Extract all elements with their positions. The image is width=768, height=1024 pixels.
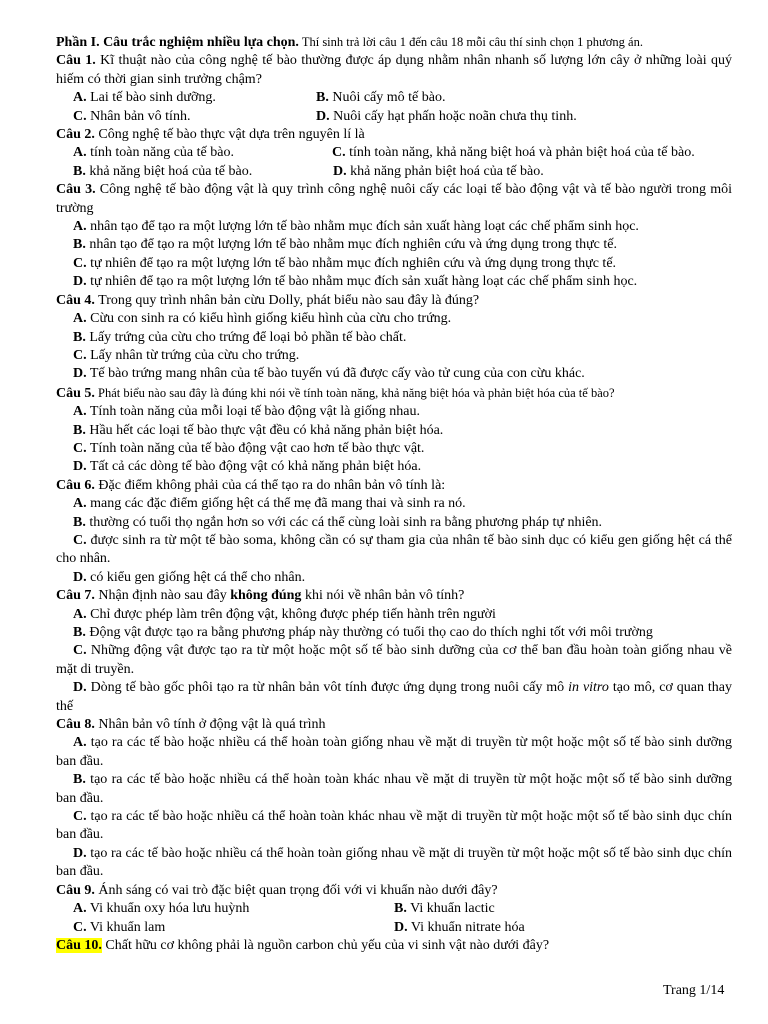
question-text: khi nói về nhân bản vô tính? <box>301 588 465 604</box>
question-1-options-row-1 <box>56 89 732 107</box>
option-text: Cừu con sinh ra có kiểu hình giống kiểu hình của cừu cho trứng. <box>86 311 452 327</box>
question-1-stem <box>56 52 732 89</box>
option-key: B. <box>73 625 86 640</box>
question-6-stem <box>56 477 732 495</box>
option-key: D. <box>73 569 87 585</box>
option-c <box>56 255 732 273</box>
question-label-highlighted: Câu 10. <box>56 937 102 953</box>
question-label: Câu 1. <box>56 53 96 69</box>
option-text: Nuôi cấy mô tế bào. <box>328 90 446 106</box>
question-label: Câu 9. <box>56 882 95 898</box>
part-instruction: Thí sinh trả lời câu 1 đến câu 18 mỗi câu thí sinh chọn 1 phương án. <box>298 35 643 49</box>
option-key: A. <box>73 145 87 161</box>
option-text: tạo mô, cơ quan thay thế <box>56 680 733 714</box>
question-text: Phát biểu nào sau đây là đúng khi nói về tính toàn năng, khả năng biệt hóa và phản biệt hóa của tế bào? <box>94 385 615 400</box>
option-d <box>394 919 525 937</box>
option-key: B. <box>73 422 86 438</box>
option-text: Nuôi cấy hạt phấn hoặc noãn chưa thụ tinh. <box>329 108 577 124</box>
question-label: Câu 6. <box>56 477 95 493</box>
option-key: C. <box>73 255 87 271</box>
option-key: A. <box>73 404 87 420</box>
option-d <box>56 845 732 882</box>
question-text: Nhân bản vô tính ở động vật là quá trình <box>94 717 326 733</box>
option-text: Những động vật được tạo ra từ một hoặc một số tế bào sinh dưỡng của cơ thể ban đầu hoàn toàn giống nhau về mặt di truyền. <box>56 643 732 677</box>
question-4-stem <box>56 292 732 310</box>
question-8-stem <box>56 716 732 734</box>
option-text: tính toàn năng, khả năng biệt hoá và phản biệt hoá của tế bào. <box>345 145 695 161</box>
option-text: khả năng biệt hoá của tế bào. <box>85 163 253 179</box>
question-text: Ánh sáng có vai trò đặc biệt quan trọng đối với vi khuẩn nào dưới đây? <box>94 882 498 898</box>
question-text: Trong quy trình nhân bản cừu Dolly, phát biểu nào sau đây là đúng? <box>94 292 480 308</box>
option-c <box>56 108 316 126</box>
option-text: mang các đặc điểm giống hệt cá thể mẹ đã mang thai và sinh ra nó. <box>86 496 466 512</box>
option-c <box>56 347 732 365</box>
question-label: Câu 7. <box>56 588 95 604</box>
option-text: nhân tạo để tạo ra một lượng lớn tế bào nhằm mục đích nghiên cứu và ứng dụng trong thực tế. <box>85 237 617 253</box>
question-text: Đặc điểm không phải của cá thể tạo ra do nhân bản vô tính là: <box>94 477 446 493</box>
option-key: C. <box>73 440 87 456</box>
question-label: Câu 2. <box>56 127 95 143</box>
exam-page <box>56 33 732 955</box>
question-3-stem <box>56 181 732 218</box>
question-2-options-row-1 <box>56 144 732 162</box>
option-b <box>56 771 732 808</box>
question-label: Câu 3. <box>56 182 96 198</box>
option-d <box>56 569 732 587</box>
option-b <box>316 89 445 107</box>
question-1-options-row-2 <box>56 108 732 126</box>
option-key: D. <box>73 845 87 861</box>
page-number: Trang 1/14 <box>663 983 725 998</box>
option-text: Lai tế bào sinh dưỡng. <box>86 90 216 106</box>
question-9-options-row-1 <box>56 900 732 918</box>
option-key: C. <box>73 919 87 935</box>
option-a <box>56 900 394 918</box>
option-key: B. <box>73 163 86 179</box>
option-b <box>56 236 732 254</box>
question-label: Câu 8. <box>56 717 95 733</box>
question-text: Công nghệ tế bào thực vật dựa trên nguyên lí là <box>94 127 365 143</box>
option-key: B. <box>73 237 86 253</box>
option-text: tạo ra các tế bào hoặc nhiều cá thể hoàn toàn giống nhau về mặt di truyền từ một hoặc một số tế bào sinh dục chín ban đầu. <box>56 845 732 880</box>
option-text: tạo ra các tế bào hoặc nhiều cá thể hoàn toàn giống nhau về mặt di truyền từ một hoặc một số tế bào sinh dưỡng ban đầu. <box>56 735 732 769</box>
option-d <box>333 163 544 181</box>
option-text: Tính toàn năng của mỗi loại tế bào động vật là giống nhau. <box>86 404 420 420</box>
option-key: D. <box>394 919 408 935</box>
option-key: A. <box>73 606 87 622</box>
option-text-italic: in vitro <box>568 680 609 696</box>
option-key: A. <box>73 496 87 512</box>
option-c <box>56 642 732 679</box>
question-2-options-row-2 <box>56 163 732 181</box>
option-a <box>56 606 732 624</box>
option-key: D. <box>73 459 87 475</box>
question-text: Chất hữu cơ không phải là nguồn carbon chủ yếu của vi sinh vật nào dưới đây? <box>101 937 550 953</box>
option-c <box>332 145 695 160</box>
option-key: C. <box>332 145 346 161</box>
part-title: Phần I. Câu trắc nghiệm nhiều lựa chọn. <box>56 35 299 50</box>
question-2-stem <box>56 126 732 144</box>
option-text: có kiểu gen giống hệt cá thể cho nhân. <box>86 569 306 585</box>
option-d <box>56 458 732 476</box>
option-a <box>56 403 732 421</box>
option-text: Dòng tế bào gốc phôi tạo ra từ nhân bản vôt tính được ứng dụng trong nuôi cấy mô <box>86 680 569 696</box>
option-text: Tế bào trứng mang nhân của tế bào tuyến vú đã được cấy vào tử cung của con cừu khác. <box>86 366 585 382</box>
option-key: D. <box>333 163 347 179</box>
option-key: C. <box>73 643 87 659</box>
question-7-stem <box>56 587 732 605</box>
option-text: khả năng phản biệt hoá của tế bào. <box>346 163 544 179</box>
option-a <box>73 144 332 162</box>
option-text: tự nhiên để tạo ra một lượng lớn tế bào nhằm mục đích sản xuất hàng loạt các chế phẩm sinh học. <box>86 274 638 290</box>
option-c <box>56 919 394 937</box>
option-key: D. <box>73 366 87 382</box>
option-d <box>56 365 732 383</box>
option-key: C. <box>73 809 87 825</box>
option-d <box>316 108 577 126</box>
option-text: Vi khuẩn lactic <box>406 901 495 917</box>
option-a <box>56 89 316 107</box>
option-a <box>56 495 732 513</box>
question-5-stem <box>56 384 732 403</box>
option-text: Nhân bản vô tính. <box>86 108 191 124</box>
question-text-emphasis: không đúng <box>230 588 302 604</box>
option-c <box>56 532 732 569</box>
option-b <box>56 422 732 440</box>
option-b <box>56 514 732 532</box>
option-a <box>56 218 732 236</box>
option-key: C. <box>73 108 87 124</box>
option-key: A. <box>73 90 87 106</box>
option-text: tự nhiên để tạo ra một lượng lớn tế bào nhằm mục đích nghiên cứu và ứng dụng trong thực tế. <box>86 255 617 271</box>
question-label: Câu 4. <box>56 292 95 308</box>
question-text: Nhận định nào sau đây <box>94 588 231 604</box>
option-b <box>56 624 732 642</box>
option-b <box>56 163 333 181</box>
option-text: Vi khuẩn nitrate hóa <box>407 919 525 935</box>
option-key: D. <box>73 680 87 696</box>
option-text: được sinh ra từ một tế bào soma, không cần có sự tham gia của nhân tế bào sinh dục có kiểu gen giống hệt cá thể cho nhân. <box>56 532 732 567</box>
option-key: B. <box>73 772 86 788</box>
question-10-stem <box>56 937 732 955</box>
option-key: A. <box>73 311 87 327</box>
option-text: Tính toàn năng của tế bào động vật cao hơn tế bào thực vật. <box>86 440 425 456</box>
option-c <box>56 808 732 845</box>
option-key: A. <box>73 219 87 235</box>
option-text: Hầu hết các loại tế bào thực vật đều có khả năng phản biệt hóa. <box>85 422 444 438</box>
option-text: tạo ra các tế bào hoặc nhiều cá thể hoàn toàn khác nhau về mặt di truyền từ một hoặc một số tế bào sinh dục chín ban đầu. <box>56 809 732 843</box>
option-text: Động vật được tạo ra bằng phương pháp này thường có tuổi thọ cao do thích nghi tốt với môi trường <box>85 625 653 640</box>
option-c <box>56 440 732 458</box>
option-b <box>56 329 732 347</box>
option-text: Lấy trứng của cừu cho trứng để loại bỏ phần tế bào chất. <box>85 329 407 345</box>
option-text: tạo ra các tế bào hoặc nhiều cá thể hoàn toàn khác nhau về mặt di truyền từ một hoặc một số tế bào sinh dưỡng ban đầu. <box>56 772 732 806</box>
option-text: tính toàn năng của tế bào. <box>86 145 234 161</box>
option-key: B. <box>394 901 407 917</box>
option-key: A. <box>73 735 87 751</box>
option-key: A. <box>73 901 87 917</box>
option-a <box>56 310 732 328</box>
question-text: Kĩ thuật nào của công nghệ tế bào thường được áp dụng nhằm nhân nhanh số lượng lớn cây ở những loài quý hiếm có thời gian sinh trưởng chậm? <box>56 53 732 87</box>
option-text: Tất cả các dòng tế bào động vật có khả năng phản biệt hóa. <box>86 459 422 475</box>
option-key: B. <box>73 514 86 530</box>
option-key: B. <box>73 329 86 345</box>
option-text: thường có tuổi thọ ngắn hơn so với các cá thể cùng loài sinh ra bằng phương pháp tự nhiên. <box>85 514 603 530</box>
option-d <box>56 273 732 291</box>
question-9-options-row-2 <box>56 919 732 937</box>
option-key: D. <box>73 274 87 290</box>
option-text: Vi khuẩn oxy hóa lưu huỳnh <box>86 901 250 917</box>
option-text: Vi khuẩn lam <box>86 919 166 935</box>
option-key: C. <box>73 347 87 363</box>
option-key: B. <box>316 90 329 106</box>
question-text: Công nghệ tế bào động vật là quy trình công nghệ nuôi cấy các loại tế bào động vật và tế bào người trong môi trường <box>56 182 732 216</box>
option-a <box>56 734 732 771</box>
question-label: Câu 5. <box>56 385 95 401</box>
part-heading <box>56 33 732 52</box>
option-key: D. <box>316 108 330 124</box>
option-b <box>394 900 495 918</box>
option-text: Chỉ được phép làm trên động vật, không được phép tiến hành trên người <box>86 606 496 622</box>
option-key: C. <box>73 532 87 548</box>
question-9-stem <box>56 882 732 900</box>
option-text: nhân tạo để tạo ra một lượng lớn tế bào nhằm mục đích sản xuất hàng loạt các chế phẩm sinh học. <box>86 219 639 235</box>
option-text: Lấy nhân từ trứng của cừu cho trứng. <box>86 347 300 363</box>
option-d <box>56 679 732 716</box>
